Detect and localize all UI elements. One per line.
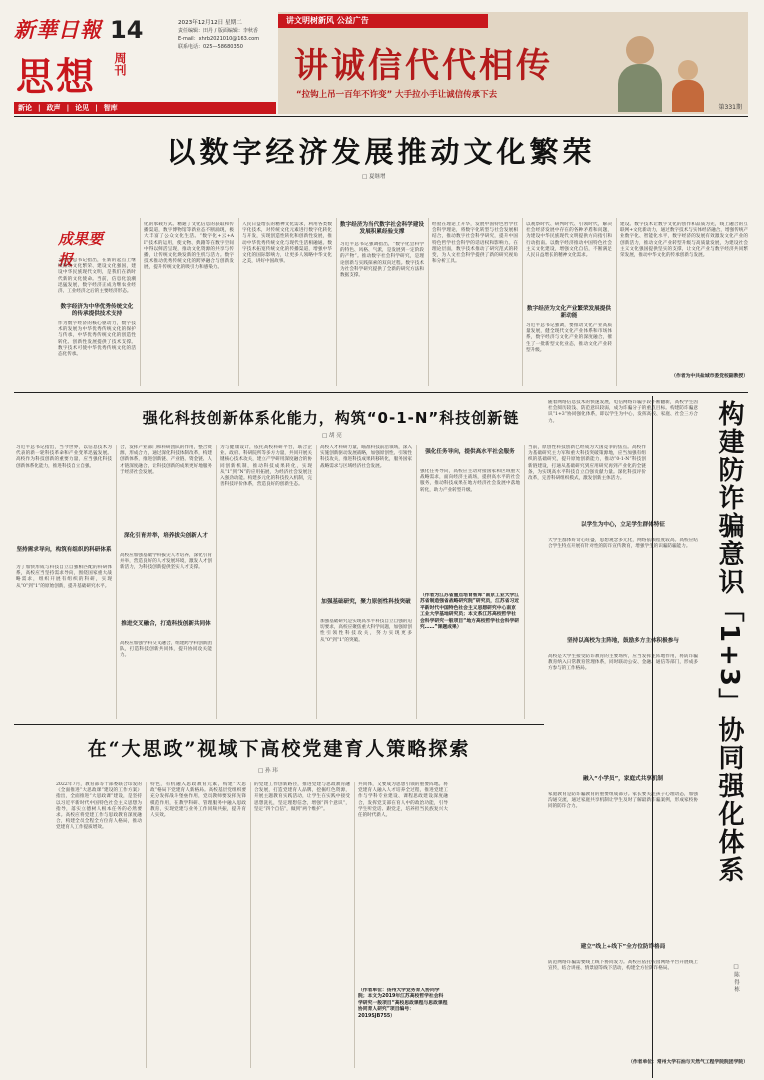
article-body-col: 的党建工作创新路径，推进党建与思政教育融合发展，打造党建育人品牌，挖掘红色资源，开展主题教育实践活动，让学生在实践中接受思想洗礼，坚定理想信念，增强“四个意识”，坚定“四个自信”，做到“两个维护”。: [254, 782, 350, 812]
result-badge-text: 成果要报: [58, 230, 104, 269]
article-body-col: 合，发挥产业部门和科研团队的作用，整合资源，形成合力，通过深化科技体制改革，构建创新体系，推进创新链、产业链、资金链、人才链深度融合，让科技创新的成果更好地服务于经济社会发展。: [120, 445, 212, 475]
article-title[interactable]: 在“大思政”视域下高校党建育人策略探索: [87, 738, 471, 760]
family-illustration: [608, 26, 738, 112]
article-note: （作者单位：扬州大学党务育人协同学院；本文为2019年江苏高校哲学社会科学研究一般项目“高校思政课程与思政课程协同育人研究”项目编号：2019SJB755）: [358, 988, 448, 1019]
masthead: [0, 0, 764, 118]
editor-line-3: 联系电话：025—58680350: [178, 44, 243, 50]
tag-list: 新论 | 政声 | 论见 | 智库: [18, 104, 118, 112]
article-subhead: 坚持需求导向，构筑有组织的科研体系: [16, 547, 112, 553]
article-subhead: 数字经济为文化产业繁荣发展提供新动能: [527, 306, 611, 319]
article-party-building: [0, 726, 548, 1076]
article-title[interactable]: 构建防诈骗意识「1+3」协同强化体系: [714, 400, 744, 884]
article-title[interactable]: 以数字经济发展推动文化繁荣: [166, 135, 596, 169]
article-title[interactable]: 强化科技创新体系化能力，构筑“0-1-N”科技创新链: [142, 409, 520, 427]
section-suffix: 周刊: [113, 52, 127, 76]
article-body-col: 为了加快形成与科技自立自强相匹配的科研体系，高校应当坚持需求导向，围绕国家重大战略需求，组织开展有组织的科研，实现从“0”到“1”的原始创新，提升基础研究水平。: [16, 565, 112, 589]
issue-number: 第331期: [718, 104, 742, 111]
article-author: □ 夏继增: [362, 174, 386, 180]
article-body-col: 建设。数字技术让数字文化的创作和品质为先，线上融合的互联网+文化新动力，通过数字技术与实体经济融合，增强传统产业数字化、智能化水平，数字经济的发展有效激发文化产业的创新活力，推动文化产业转型升级与高质量发展，为建设社会主义文化强国提供坚实的支撑，让文化产业与数字经济共同繁荣发展，推动中华文化的传承创新与发展。: [620, 222, 748, 259]
article-subhead: 推进交叉融合，打造科技创新共同体: [121, 621, 211, 627]
article-subhead: 建立“线上+线下”全方位防诈格局: [580, 944, 666, 950]
tag-item[interactable]: 新论: [18, 104, 32, 112]
article-subhead: 深化引育并举，培养拔尖创新人才: [124, 533, 208, 539]
tag-item[interactable]: 政声: [46, 104, 61, 112]
article-author: □ 陈 得 栋: [733, 964, 739, 992]
section-title: 思想: [16, 54, 97, 99]
tag-item[interactable]: 论见: [75, 104, 90, 112]
result-badge: [58, 228, 116, 269]
article-subhead: 加强基础研究，聚力原创性科技突破: [321, 599, 411, 605]
article-body-col: 随着网络信息技术的快速发展，电信网络诈骗手段不断翻新，高校学生因社会阅历较浅、防范意识较弱，成为诈骗分子的重点目标。构建防诈骗意识“1+3”协同强化体系，即以学生为中心，发挥高校、家庭、社会三方合力。: [548, 400, 698, 424]
article-body-col: 高校应加强学科交叉融合，组建跨学科创新团队，打造科技创新共同体，提升协同攻关能力。: [120, 641, 212, 659]
article-subhead: 数字经济为当代数字社会科学建设发展积累经验支撑: [340, 222, 424, 235]
article-body-col: 经验在理论上升华，发展中国特色哲学社会科学理论，将数字化转型与社会发展相结合，推动数字社会科学研究，提升中国特色哲学社会科学的话语权和影响力。在理论层面，数字技术推动了研究范式的转变，为人文社会科学提供了新的研究视角和分析工具。: [432, 222, 518, 265]
article-body-col: 共同体，又要成为思想引领的重要阵地。将党建育人融入人才培养全过程，推进党建工作与学科专业建设、课程思政建设深度融合，发挥党支部在育人中的政治功能，引导学生听党话、跟党走，培养担当民族复兴大任的时代新人。: [358, 782, 448, 819]
article-subhead: 数字经济为中华优秀传统文化的传承提供技术支持: [60, 304, 134, 317]
issue-date: 2023年12月12日 星期二: [178, 20, 242, 26]
page-number: 14: [110, 16, 144, 44]
article-footer-note: （作者为中共盐城市委党校副教授）: [671, 374, 748, 379]
article-body-col: 2022年7月，教育部等十部委联合印发的《全面推进“大思政课”建设的工作方案》指出，全面推进“大思政课”建设，是坚持以习近平新时代中国特色社会主义思想为指导，落实立德树人根本任务的必然要求。高校应将党建工作与思政教育深度融合，构建全员全程全方位育人格局，推动党建育人工作提质增效。: [56, 782, 142, 831]
article-subhead: 以学生为中心，立足学生群体特征: [581, 522, 665, 528]
article-footer-note: （作者单位：常州大学石油与天然气工程学院院团学院）: [628, 1060, 748, 1065]
article-subhead: 坚持以高校为主阵地，鼓励多方主体积极参与: [567, 638, 679, 644]
article-body-col: 家庭教育是防诈骗教育的重要组成部分。家长要关注孩子心理动态，加强沟通交流，通过家庭共享机制让学生及时了解最新诈骗案例，形成家校协同的防诈合力。: [548, 792, 698, 810]
article-body-col: 大学生群体好奇心旺盛，思想观念多元化，网络依赖程度较高。高校应结合学生特点开展有针对性的防诈宣传教育，增强学生的识骗防骗能力。: [548, 538, 698, 550]
article-body-col: 当前，原创性科技创新已经成为大国竞争的焦点。高校作为基础研究主力军和重大科技突破策源地，应当加强有组织的基础研究，提升原始创新能力，推动“0-1-N”科技创新链建设，打通从基础研究到应用研究再到产业化的全链条，为实现高水平科技自立自强贡献力量。深化科技评价改革，完善科研组织模式，激发创新主体活力。: [528, 445, 646, 482]
banner-column-label: 讲文明树新风 公益广告: [286, 16, 369, 25]
paper-name-logo: 新華日報: [14, 17, 102, 42]
article-body-col: 以观察时代、研判时代、引领时代，解决社会经济发展中存在的各种矛盾和问题，为建设中华民族现代文明提供方向指引和行动指南。以数字经济推动中国特色社会主义文化建设，增强文化自信，不断满足人民日益增长的精神文化需求。: [526, 222, 612, 259]
article-body-col: 习近平总书记强调指出，“数字化会科学的特色、风格、气派，是发展到一定阶段的产物”。推动数字社会科学研究，是理论创新与实践探索的双向过程。数字技术为社会科学研究提供了全新的研究方法和数据支撑。: [340, 242, 424, 279]
article-body-col: 高校是大学生接受防诈教育的主要场所，应当发挥主阵地作用，将防诈骗教育纳入日常教育管理体系，同时联动公安、金融、通信等部门，形成多方参与的工作格局。: [548, 654, 698, 672]
banner-headline: 讲诚信代代相传: [294, 46, 553, 86]
article-body-col: 作为数字经济的核心驱动力，数字技术的发展为中华优秀传统文化的保护与传承，中华优秀传统文化的创造性转化、创新性发展提供了技术支撑。数字技术可使中华优秀传统文化的活态化传承。: [58, 321, 136, 358]
editor-line-2: E-mail：xhrb2021010@163.com: [178, 36, 260, 42]
article-body-col: 化的承载方式。精通了文化信息的获取和传播渠道，数字博物馆等新业态不断涌现，极大丰富了公众文化生活。“数字化+云+AI”技术的运用，使文物、典籍等在数字空间中得以鲜活呈现，推动文化资源的共享与传播，让传统文化焕发新的生机与活力。数字技术推动优秀传统文化的跨界融合与创新发展，提升传统文化的吸引力和感染力。: [144, 222, 234, 271]
article-body-col: 高校人才科研力量，瞄准科技前沿领域，深入实施创新驱动发展战略，加强原创性、引领性科技攻关，推进科技成果转移转化，服务国家战略需求与区域经济社会发展。: [320, 445, 412, 469]
article-body-col: 强化任务导向，高校应主动对接国家和区域重大战略需求，面向经济主战场，提供高水平的社会服务，推动科技成果在地方经济社会发展中落地转化，助力产业转型升级。: [420, 469, 520, 493]
article-body-col: 习近平总书记强调，要推动文化产业高质量发展，健全现代文化产业体系和市场体系，数字经济与文化产业的深度融合，催生了一批新型文化业态，推动文化产业转型升级。: [526, 323, 612, 353]
banner-slogan: “拉钩上吊一百年不许变” 大手拉小手让诚信传承下去: [296, 90, 498, 100]
article-body-col: 高校应加强基础学科拔尖人才培养，深化引育并举，营造良好的人才发展环境，激发人才创新活力，为科技创新提供坚实人才支撑。: [120, 553, 212, 571]
article-body-col: 为与健康设计，依托高校科研平台，联合企业、政府、科研院所等多方力量，共同开展关键核心技术攻关，建立产学研用深度融合的协同创新机制，推动科技成果转化，实现从“1”到“N”的应用拓展，为经济社会发展注入强劲动能。构建多元化的科技投入机制，完善科技评价体系，营造良好的创新生态。: [220, 445, 312, 488]
article-body-col: 习近平总书记指出，在新的起点上继续推动文化繁荣、建设文化强国，建设中华民族现代文明，是我们在新时代新的文化使命。当前，信息化浪潮迅猛发展，数字经济正成为继农业经济、工业经济之后的主要经济形态。: [58, 258, 136, 295]
article-note: （作者为江苏省重点培育智库“南京工业大学江苏省制造强省战略研究院”研究员，江苏省习近平新时代中国特色社会主义思想研究中心南京工业大学基地研究员；本文系江苏高校哲学社会科学研究一般项目“地方高校哲学社会科学研究……”课题成果）: [420, 593, 520, 631]
editor-line-1: 责任编辑：田丹 / 版面编辑：李秋香: [178, 28, 258, 34]
article-digital-economy: [0, 118, 764, 390]
article-body-col: 人民日益增长的精神文化需求，利用各类数字化技术，对传统文化元素进行数字化转化与开发，实现创造性转化和创新性发展，推动中华优秀传统文化与现代生活相融通。数字技术拓宽传统文化的传播渠道，增强中华文化的国际影响力，让更多人领略中华文化之美，讲好中国故事。: [242, 222, 332, 265]
article-body-col: 习近平总书记指出，当今世界，以信息技术为代表的新一轮科技革命和产业变革迅猛发展。高校作为科技创新的重要力量，应当强化科技创新体系化能力，推进科技自立自强。: [16, 445, 112, 469]
article-author: □ 孙 玮: [258, 768, 278, 774]
article-subhead: 融入“小学员”，家庭式共享机制: [582, 776, 664, 782]
article-author: □ 胡 亮: [322, 433, 342, 439]
article-body-col: 防范网络诈骗需要线上线下协同发力。高校应依托校园网络平台开展线上宣传，结合讲座、情景剧等线下活动，构建全方位防诈格局。: [548, 960, 698, 972]
article-body-col: 特色，有机融入思政教育元素，构建“大思政”格局下党建育人新格局。高校基层党组织要充分发挥战斗堡垒作用，党员教师要发挥先锋模范作用，在教学科研、管理服务中融入思政教育，实现党建与业务工作同频共振，提升育人实效。: [150, 782, 246, 819]
banner-ad: [278, 12, 748, 114]
article-subhead: 强化任务导向，提供高水平社会服务: [425, 449, 515, 455]
article-body-col: 加强基础研究是实现高水平科技自立自强的迫切要求，高校应聚焦重大科学问题，加强原创性引领性科技攻关，努力实现更多从“0”到“1”的突破。: [320, 619, 412, 643]
tag-item[interactable]: 智库: [103, 104, 118, 112]
